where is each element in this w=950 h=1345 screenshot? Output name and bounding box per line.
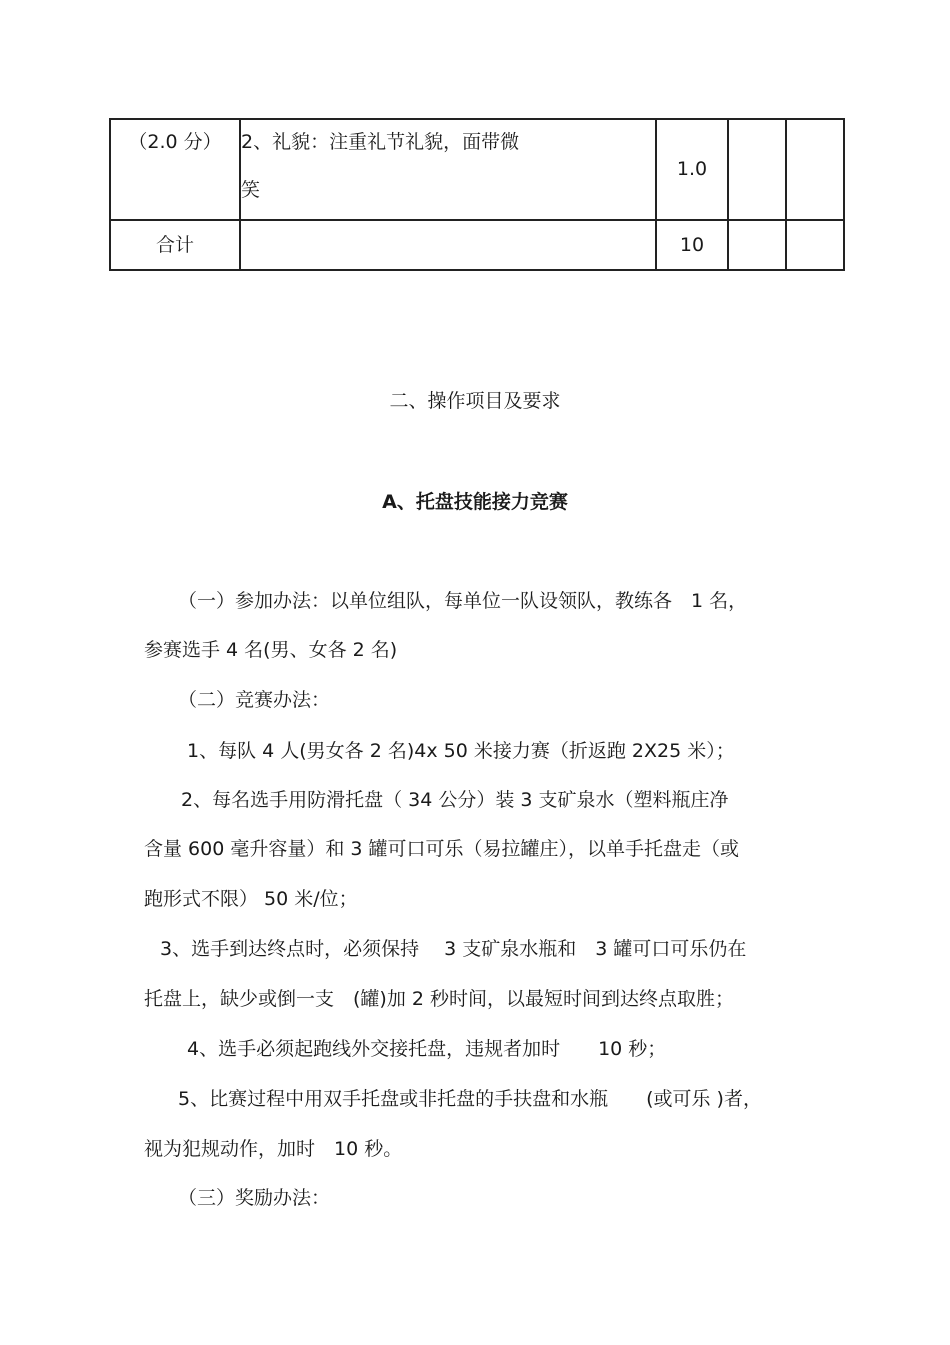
empty-cell [728,119,786,220]
empty-cell [786,220,844,270]
paragraph-participation-line2: 参赛选手 4 名(男、女各 2 名) [144,639,398,661]
table-row [110,220,844,270]
total-score: 10 [679,233,705,256]
score-cell [656,119,728,220]
item-text-line2: 笑 [241,179,261,201]
total-score-cell [656,220,728,270]
section-title: 二、操作项目及要求 [389,390,561,412]
item-text-line1: 2、礼貌：注重礼节礼貌，面带微 [241,131,520,153]
total-label: 合计 [155,233,194,256]
total-label-cell [110,220,240,270]
rule-4: 4、选手必须起跑线外交接托盘，违规者加时 10 秒； [187,1038,667,1060]
section-subtitle: A、托盘技能接力竞赛 [382,491,568,513]
table-row [110,119,844,220]
empty-cell [728,220,786,270]
empty-cell [786,119,844,220]
rule-5-line2: 视为犯规动作，加时 10 秒。 [144,1138,403,1160]
paragraph-participation-line1: （一）参加办法：以单位组队，每单位一队设领队，教练各 1 名， [178,590,748,612]
rule-3-line2: 托盘上，缺少或倒一支 (罐)加 2 秒时间，以最短时间到达终点取胜； [144,988,734,1010]
rule-2-line3: 跑形式不限） 50 米/位； [144,888,358,910]
rule-5-line1: 5、比赛过程中用双手托盘或非托盘的手扶盘和水瓶 (或可乐 )者， [178,1088,762,1110]
scoring-table [109,118,845,271]
item-cell [240,119,656,220]
category-cell [110,119,240,220]
rule-2-line2: 含量 600 毫升容量）和 3 罐可口可乐（易拉罐庄），以单手托盘走（或 [144,838,740,860]
rule-2-line1: 2、每名选手用防滑托盘（ 34 公分）装 3 支矿泉水（塑料瓶庄净 [181,789,729,811]
paragraph-competition-heading: （二）竞赛办法： [178,689,331,711]
empty-cell [240,220,656,270]
rule-1: 1、每队 4 人(男女各 2 名)4x 50 米接力赛（折返跑 2X25 米）； [187,740,735,762]
rule-3-line1: 3、选手到达终点时，必须保持 3 支矿泉水瓶和 3 罐可口可乐仍在 [160,938,747,960]
score-value: 1.0 [676,158,708,180]
category-label: （2.0 分） [128,131,222,153]
paragraph-award-heading: （三）奖励办法： [178,1187,331,1209]
